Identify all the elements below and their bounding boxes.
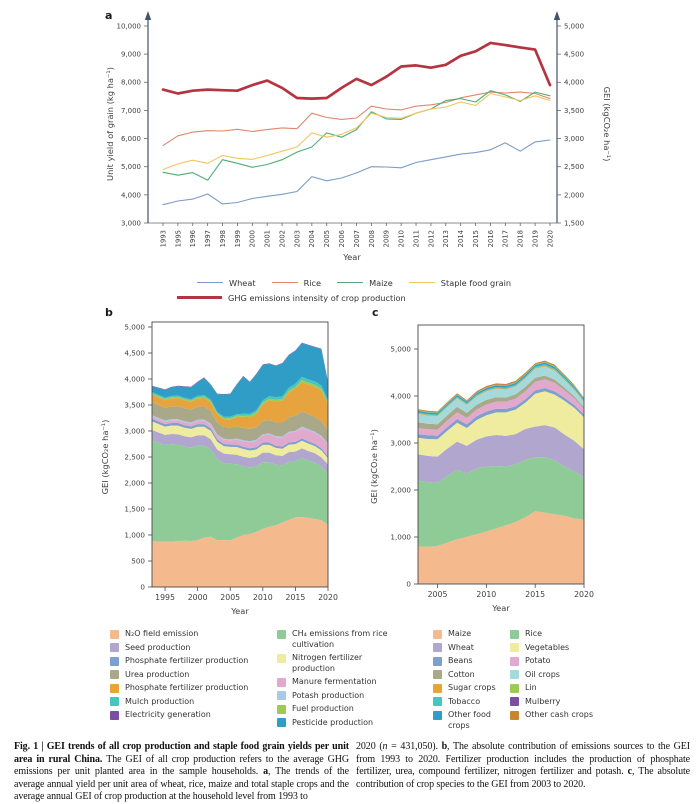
legend-item [433,643,499,654]
svg-text:2002: 2002 [278,230,287,248]
legend-swatch [110,630,119,639]
left-axis-arrow [145,11,151,20]
legend-label: Wheat [448,642,474,652]
legend-label: Beans [448,656,473,665]
legend-label: N₂O field emission [125,629,199,638]
caption-segment: b [441,741,448,752]
legend-line-swatch [409,282,435,283]
legend-item [433,670,499,681]
svg-text:2018: 2018 [516,230,525,248]
legend-item [177,293,406,303]
svg-text:2020: 2020 [574,590,594,599]
legend-item [433,656,499,667]
panel-a-line-chart [0,0,700,272]
x-axis-title: Year [343,252,361,262]
legend-label: Phosphate fertilizer production [125,683,249,692]
svg-text:4,000: 4,000 [124,374,145,384]
legend-label: Other cash crops [525,710,593,719]
series-wheat [163,140,550,205]
legend-swatch [510,670,519,679]
legend-swatch [110,711,119,720]
legend-item [510,710,610,721]
legend-swatch [433,670,442,679]
svg-text:2012: 2012 [427,230,436,248]
legend-item [510,629,610,640]
svg-text:2001: 2001 [263,230,272,248]
svg-text:1,500: 1,500 [124,504,145,514]
legend-label: CH₄ emissions from rice cultivation [292,629,388,649]
legend-label: Urea production [125,669,190,679]
svg-text:2,500: 2,500 [124,452,145,462]
svg-text:2004: 2004 [308,230,317,248]
legend-item [110,656,268,667]
svg-text:9,000: 9,000 [120,50,141,59]
legend-swatch [510,711,519,720]
svg-text:2,500: 2,500 [564,163,585,172]
legend-item [433,697,499,708]
svg-text:2,000: 2,000 [564,191,585,200]
panel-a-legend [177,276,597,304]
svg-text:5,000: 5,000 [390,344,411,354]
svg-text:5,000: 5,000 [120,163,141,172]
svg-text:1,500: 1,500 [564,219,585,228]
svg-text:1999: 1999 [233,229,242,248]
svg-text:3,000: 3,000 [120,219,141,228]
svg-text:3,000: 3,000 [124,426,145,436]
legend-swatch [110,657,119,666]
svg-text:2005: 2005 [220,593,241,602]
svg-text:2014: 2014 [457,230,466,248]
panel-a-label: a [105,9,113,22]
legend-label: Lin [525,683,537,692]
svg-text:1998: 1998 [218,230,227,248]
legend-item [409,278,511,288]
panel-b-legend-col1 [110,629,268,724]
legend-item [110,629,268,640]
svg-text:7,000: 7,000 [120,106,141,115]
svg-text:1,000: 1,000 [390,532,411,542]
svg-text:4,000: 4,000 [120,191,141,200]
svg-text:1996: 1996 [189,230,198,248]
legend-item [433,629,499,640]
panel-c-legend-col2 [510,629,610,724]
panel-a-legend-row1 [177,276,597,289]
svg-text:0: 0 [406,579,411,589]
legend-item [510,683,610,694]
caption-segment: The GEI of all crop production refers to the average GHG emissions per unit planted area in the sample households. [14,753,350,778]
legend-item [433,710,499,731]
legend-swatch [510,643,519,652]
svg-text:4,000: 4,000 [390,391,411,401]
legend-item [110,643,268,654]
caption-segment: , The absolute contribution of emissions sources to the GEI from 1993 to 2020. Fertilizer production includes the production of phosphate fertilizer, urea, compound fertilizer, nitrogen fertilizer and potash. [356,741,690,778]
panel-c-label: c [372,306,379,319]
svg-text:3,500: 3,500 [124,400,145,410]
legend-label: Electricity generation [125,710,211,719]
svg-text:2017: 2017 [501,230,510,248]
x-axis-title: Year [231,606,249,616]
svg-text:2010: 2010 [476,590,497,599]
y-axis-title: GEI (kgCO₂e ha⁻¹) [100,419,110,495]
legend-label: Maize [369,277,393,288]
svg-text:2009: 2009 [382,230,391,248]
caption-col2 [356,741,690,791]
legend-label: Mulberry [525,696,561,706]
legend-label: Rice [525,629,543,638]
legend-line-swatch [197,282,223,283]
svg-text:2007: 2007 [352,230,361,248]
legend-label: Sugar crops [448,683,496,692]
left-axis-title: Unit yield of grain (kg ha⁻¹) [105,67,115,181]
caption-segment: c [627,766,632,778]
legend-swatch [277,630,286,639]
legend-item [510,656,610,667]
legend-swatch [433,643,442,652]
svg-text:2020: 2020 [546,230,555,248]
legend-item [110,683,268,694]
legend-item [277,653,389,674]
legend-item [510,670,610,681]
svg-text:2008: 2008 [367,230,376,248]
legend-swatch [433,657,442,666]
svg-text:1,000: 1,000 [124,530,145,540]
legend-line-swatch [337,282,363,283]
series-maize [163,91,550,181]
legend-label: Potato [525,656,551,665]
svg-text:3,500: 3,500 [564,106,585,115]
legend-swatch [110,643,119,652]
legend-label: Other food crops [448,710,491,730]
legend-label: Mulch production [125,696,195,706]
right-axis-arrow [554,11,560,20]
svg-text:2005: 2005 [323,230,332,248]
legend-item [110,697,268,708]
svg-text:2010: 2010 [252,593,273,602]
svg-text:3,000: 3,000 [564,134,585,143]
legend-item [110,710,268,721]
legend-label: Maize [448,629,472,638]
svg-text:5,000: 5,000 [124,322,145,332]
svg-text:2019: 2019 [531,230,540,248]
legend-label: Potash production [292,690,365,700]
legend-item [272,278,322,288]
legend-label: Seed production [125,642,191,652]
panel-b-stacked-area-chart [90,303,370,633]
legend-swatch [277,678,286,687]
legend-swatch [433,630,442,639]
svg-text:1995: 1995 [174,230,183,248]
legend-item [277,718,389,729]
legend-swatch [433,684,442,693]
legend-label: Fuel production [292,704,354,713]
legend-label: Oil crops [525,669,560,679]
legend-swatch [277,654,286,663]
svg-text:8,000: 8,000 [120,78,141,87]
right-axis-title: GEI (kgCO₂e ha⁻¹) [602,86,612,162]
svg-text:4,000: 4,000 [564,78,585,87]
legend-item [277,691,389,702]
legend-item [433,683,499,694]
caption-segment: , The absolute contribution of crop species to the GEI from 2003 to 2020. [356,766,691,790]
svg-text:2011: 2011 [412,230,421,248]
legend-swatch [110,684,119,693]
caption-segment: = 431,050). [387,741,442,752]
legend-label: Staple food grain [440,277,512,288]
legend-swatch [433,697,442,706]
legend-label: GHG emissions intensity of crop production [228,292,406,303]
legend-swatch [510,630,519,639]
svg-text:2015: 2015 [285,593,306,602]
svg-text:0: 0 [140,582,145,592]
legend-label: Wheat [229,277,256,288]
svg-text:1993: 1993 [159,230,168,248]
svg-text:2,000: 2,000 [124,478,145,488]
svg-text:3,000: 3,000 [390,438,411,448]
legend-item [510,643,610,654]
legend-swatch [110,697,119,706]
svg-text:5,000: 5,000 [564,22,585,31]
legend-swatch [110,670,119,679]
caption-segment: , The trends of the average annual yield per unit area of wheat, rice, maize and total staple crops and the average annual GEI of crop production at the household level from 1993 to [14,766,350,803]
legend-label: Tobacco [448,696,481,706]
legend-swatch [433,711,442,720]
legend-swatch [277,691,286,700]
legend-label: Cotton [448,669,475,679]
svg-text:4,500: 4,500 [564,50,585,59]
caption-segment: 2020 ( [356,741,383,752]
caption-segment: a [263,766,268,778]
legend-item [277,677,389,688]
legend-item [510,697,610,708]
legend-swatch [510,697,519,706]
legend-line-swatch [177,296,222,299]
svg-text:4,500: 4,500 [124,348,145,358]
svg-text:2000: 2000 [187,593,208,602]
legend-item [277,629,389,650]
svg-text:2020: 2020 [318,593,338,602]
svg-text:1995: 1995 [155,593,175,602]
panel-b-label: b [105,306,113,319]
svg-text:2000: 2000 [248,230,257,248]
legend-label: Phosphate fertilizer production [125,656,249,665]
legend-label: Manure fermentation [292,677,377,686]
svg-text:2015: 2015 [525,590,546,599]
legend-swatch [277,718,286,727]
legend-item [337,278,393,288]
caption-col1 [14,741,349,804]
svg-text:6,000: 6,000 [120,134,141,143]
legend-label: Nitrogen fertilizer production [292,653,363,673]
svg-text:2,000: 2,000 [390,485,411,495]
svg-text:500: 500 [131,556,145,566]
panel-b-legend-col2 [277,629,389,731]
legend-item [277,704,389,715]
legend-label: Vegetables [525,642,570,652]
legend-label: Pesticide production [292,717,374,727]
svg-text:2006: 2006 [338,230,347,248]
legend-line-swatch [272,282,298,283]
svg-text:1997: 1997 [204,230,213,248]
panel-c-stacked-area-chart [355,303,615,633]
legend-item [110,670,268,681]
legend-swatch [510,657,519,666]
svg-text:2005: 2005 [427,590,448,599]
svg-text:10,000: 10,000 [116,22,141,31]
caption-segment: Fig. 1 | GEI trends of all crop production and staple food grain yields per unit area in rural China. [14,741,349,765]
svg-text:2003: 2003 [293,230,302,248]
series-ghg-emissions-intensity-of-crop-production [163,43,550,99]
svg-text:2015: 2015 [471,230,480,248]
svg-text:2013: 2013 [442,230,451,248]
legend-label: Rice [303,277,322,288]
legend-item [197,278,256,288]
legend-swatch [510,684,519,693]
svg-text:2016: 2016 [486,230,495,248]
series-rice [163,92,550,146]
panel-c-legend-col1 [433,629,499,734]
x-axis-title: Year [492,603,510,613]
y-axis-title: GEI (kgCO₂e ha⁻¹) [369,429,379,504]
legend-swatch [277,705,286,714]
svg-text:2010: 2010 [397,230,406,248]
caption-segment: n [382,741,388,752]
